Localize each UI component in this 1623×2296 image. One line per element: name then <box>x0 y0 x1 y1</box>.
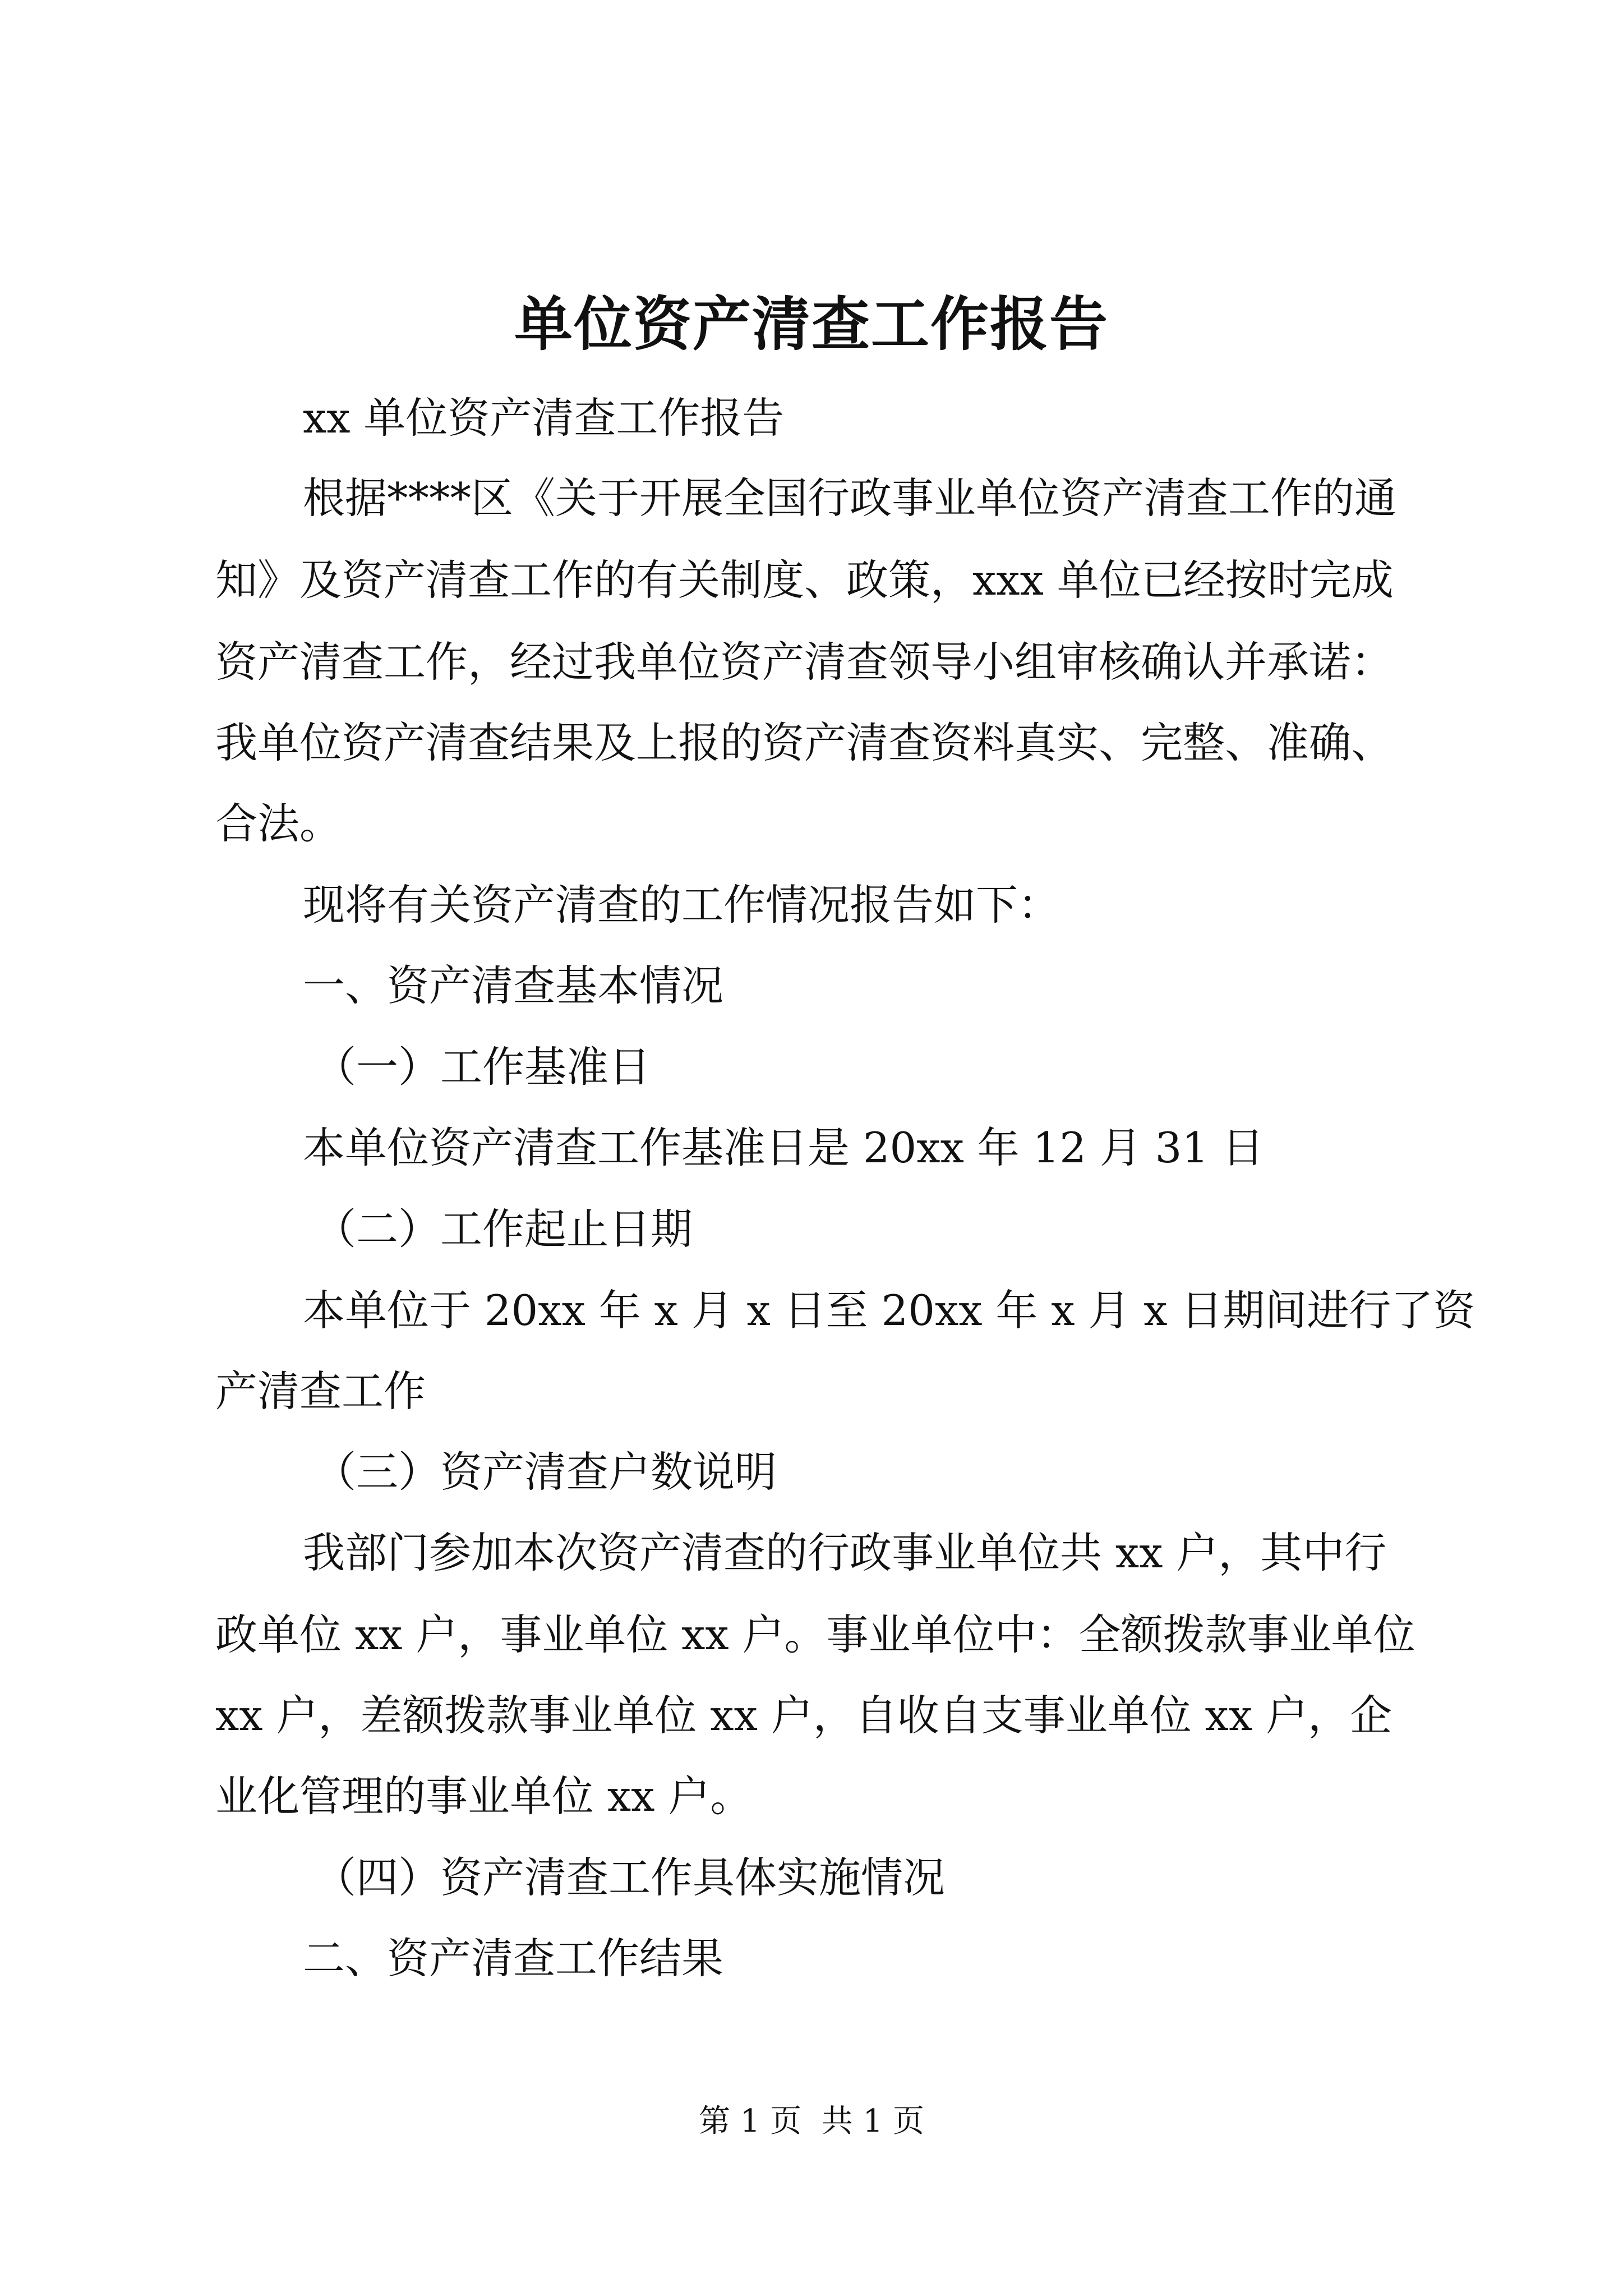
paragraph-line: 本单位于 20xx 年 x 月 x 日至 20xx 年 x 月 x 日期间进行了资 <box>303 1286 1476 1335</box>
document-title: 单位资产清查工作报告 <box>514 289 1109 358</box>
paragraph-line: 业化管理的事业单位 xx 户。 <box>215 1772 753 1821</box>
paragraph-line: 产清查工作 <box>215 1366 426 1416</box>
page-footer <box>0 2099 1623 2144</box>
paragraph-line: 本单位资产清查工作基准日是 20xx 年 12 月 31 日 <box>303 1123 1264 1172</box>
paragraph-line: 合法。 <box>215 799 342 848</box>
subsection-heading: （一）工作基准日 <box>314 1042 651 1092</box>
paragraph-line: 政单位 xx 户，事业单位 xx 户。事业单位中：全额拨款事业单位 <box>215 1610 1415 1659</box>
paragraph-line: 知》及资产清查工作的有关制度、政策，xxx 单位已经按时完成 <box>215 555 1394 605</box>
section-heading: 一、资产清查基本情况 <box>303 961 724 1010</box>
subsection-heading: （三）资产清查户数说明 <box>314 1447 777 1497</box>
paragraph-line: 现将有关资产清查的工作情况报告如下： <box>303 880 1061 930</box>
subsection-heading: （四）资产清查工作具体实施情况 <box>314 1853 946 1902</box>
paragraph-line: 根据****区《关于开展全国行政事业单位资产清查工作的通 <box>303 473 1397 523</box>
paragraph-line: 资产清查工作，经过我单位资产清查领导小组审核确认并承诺： <box>215 637 1394 687</box>
section-heading: 二、资产清查工作结果 <box>303 1934 724 1983</box>
paragraph-line: 我单位资产清查结果及上报的资产清查资料真实、完整、准确、 <box>215 718 1394 767</box>
subsection-heading: （二）工作起止日期 <box>314 1204 693 1254</box>
subtitle-line: xx 单位资产清查工作报告 <box>303 393 785 443</box>
paragraph-line: xx 户，差额拨款事业单位 xx 户，自收自支事业单位 xx 户，企 <box>215 1691 1392 1740</box>
page-number-label: 第 1 页 共 1 页 <box>698 2103 925 2139</box>
paragraph-line: 我部门参加本次资产清查的行政事业单位共 xx 户，其中行 <box>303 1528 1387 1577</box>
